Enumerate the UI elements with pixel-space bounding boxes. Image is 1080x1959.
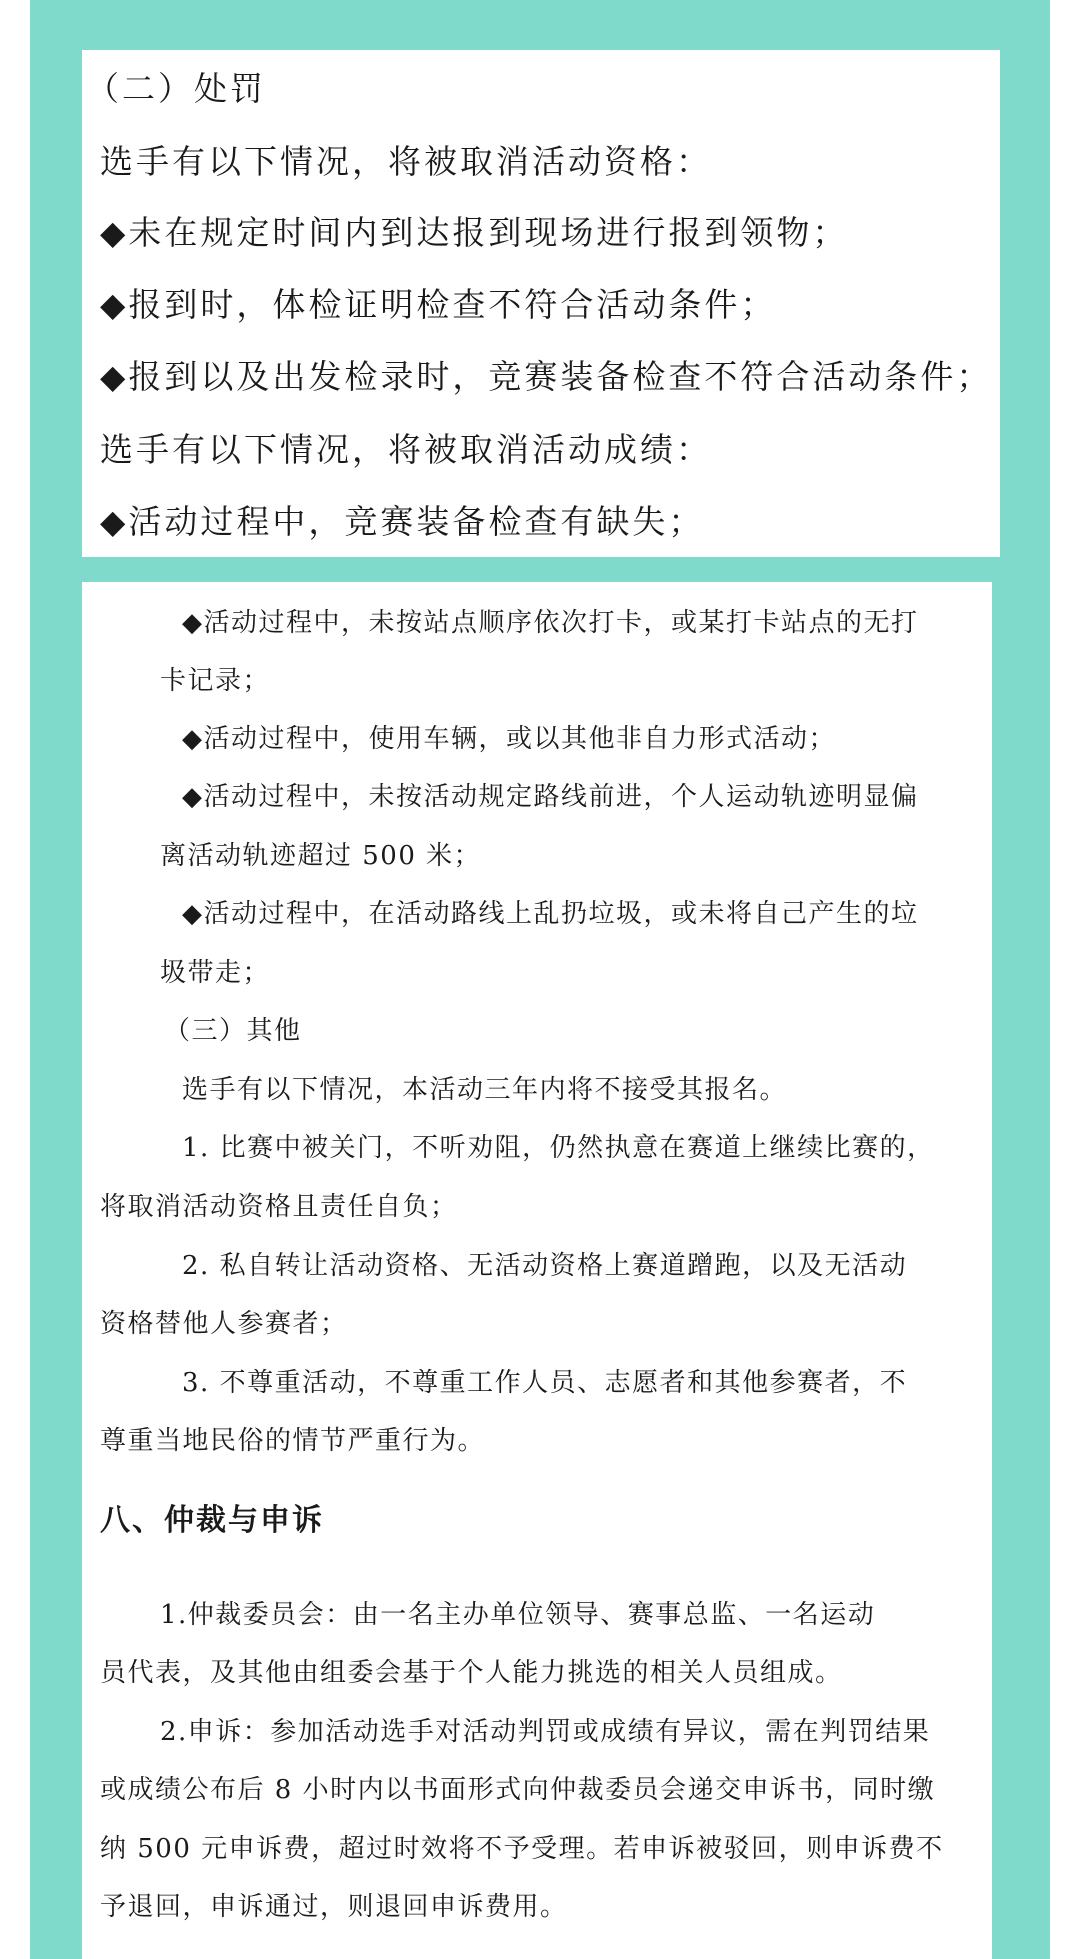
disqualification-intro: 选手有以下情况，将被取消活动资格： [100,142,712,181]
rule-item-3-continued: 尊重当地民俗的情节严重行为。 [100,1426,486,1456]
arbitration-committee-item: 1.仲裁委员会：由一名主办单位领导、赛事总监、一名运动 [160,1600,876,1630]
appeal-item-continued: 纳 500 元申诉费，超过时效将不予受理。若申诉被驳回，则申诉费不 [100,1834,944,1864]
penalty-item: ◆未在规定时间内到达报到现场进行报到领物； [100,213,849,252]
section-heading-arbitration: 八、仲裁与申诉 [100,1503,324,1538]
result-cancel-intro: 选手有以下情况，将被取消活动成绩： [100,430,712,469]
section-heading-other: （三）其他 [164,1016,302,1046]
appeal-item-continued: 予退回，申诉通过，则退回申诉费用。 [100,1892,568,1922]
penalty-item: ◆活动过程中，未按站点顺序依次打卡，或某打卡站点的无打 [182,608,919,638]
penalty-item: ◆报到时，体检证明检查不符合活动条件； [100,285,777,324]
penalty-item-continued: 圾带走； [160,958,271,988]
arbitration-committee-continued: 员代表，及其他由组委会基于个人能力挑选的相关人员组成。 [100,1658,843,1688]
appeal-item-continued: 或成绩公布后 8 小时内以书面形式向仲裁委员会递交申诉书，同时缴 [100,1775,936,1805]
section-heading-penalty: （二）处罚 [86,69,266,108]
penalty-item: ◆报到以及出发检录时，竞赛装备检查不符合活动条件； [100,357,993,396]
rule-item-2-continued: 资格替他人参赛者； [100,1309,348,1339]
appeal-item: 2.申诉：参加活动选手对活动判罚或成绩有异议，需在判罚结果 [160,1717,931,1747]
penalty-item-continued: 离活动轨迹超过 500 米； [160,841,482,871]
other-intro: 选手有以下情况，本活动三年内将不接受其报名。 [182,1075,788,1105]
penalty-item: ◆活动过程中，未按活动规定路线前进，个人运动轨迹明显偏 [182,782,919,812]
rule-item-1: 1. 比赛中被关门，不听劝阻，仍然执意在赛道上继续比赛的， [182,1133,935,1163]
penalty-section-card [82,50,1000,557]
penalty-item: ◆活动过程中，在活动路线上乱扔垃圾，或未将自己产生的垃 [182,899,919,929]
rule-item-2: 2. 私自转让活动资格、无活动资格上赛道蹭跑，以及无活动 [182,1251,908,1281]
rule-item-1-continued: 将取消活动资格且责任自负； [100,1192,458,1222]
penalty-item: ◆活动过程中，竞赛装备检查有缺失； [100,502,705,541]
penalty-item: ◆活动过程中，使用车辆，或以其他非自力形式活动； [182,724,836,754]
penalty-item-continued: 卡记录； [160,666,271,696]
rules-continuation-card [82,582,992,1959]
rule-item-3: 3. 不尊重活动，不尊重工作人员、志愿者和其他参赛者，不 [182,1368,908,1398]
